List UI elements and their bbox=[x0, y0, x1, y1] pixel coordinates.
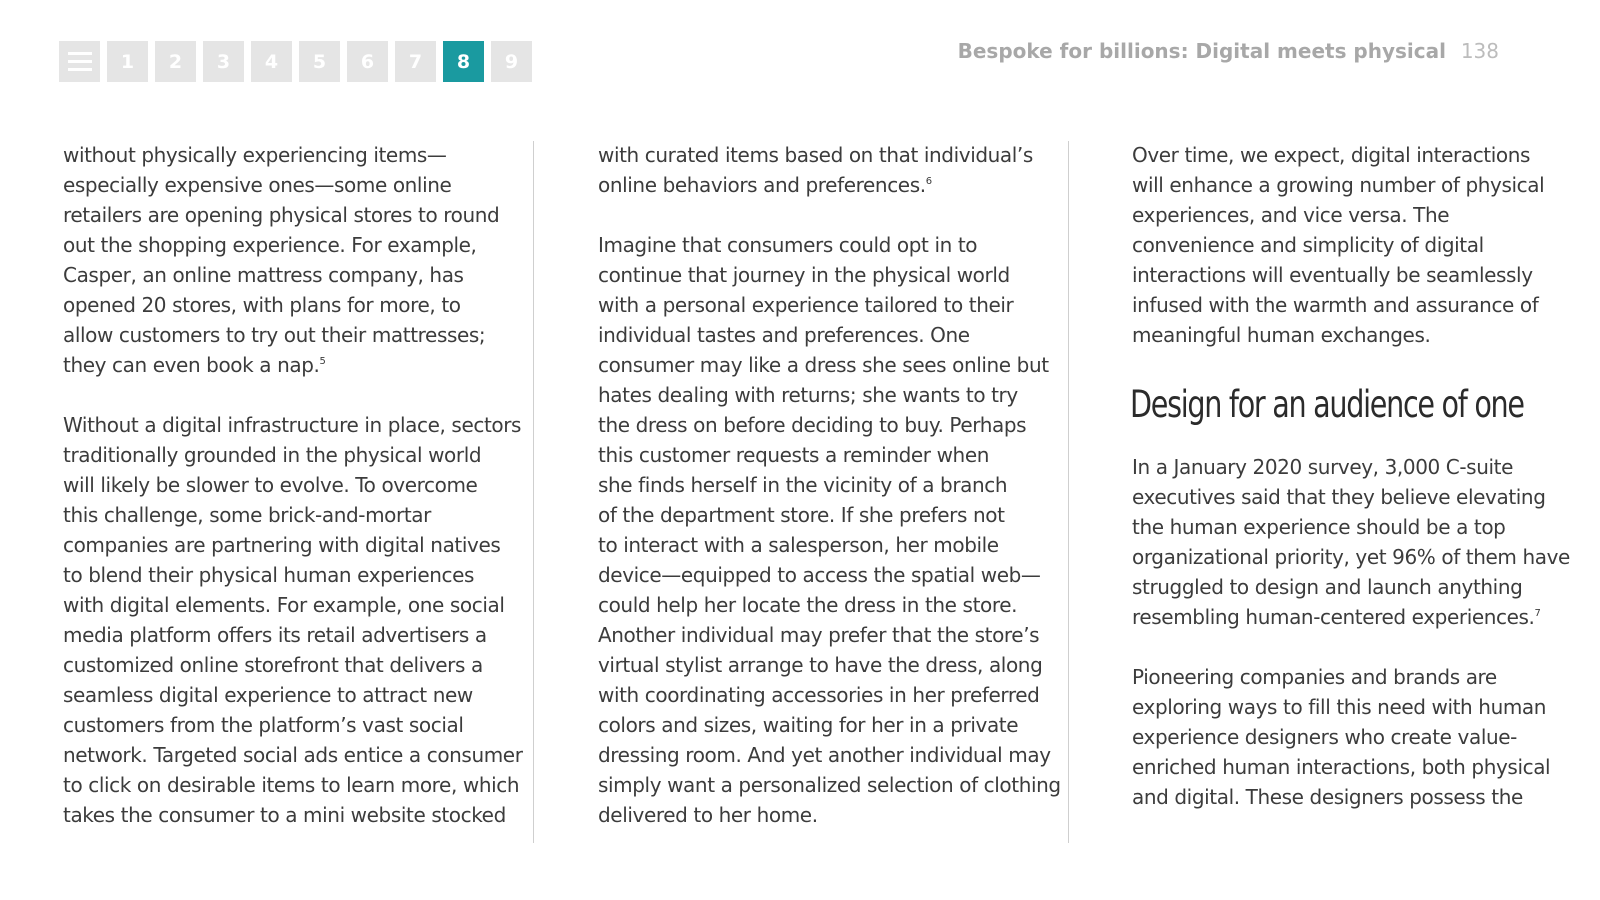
text-line: device—equipped to access the spatial web— bbox=[598, 563, 1041, 587]
text-line: to click on desirable items to learn more, which bbox=[63, 773, 520, 797]
text-line: struggled to design and launch anything bbox=[1132, 575, 1523, 599]
page-navigation bbox=[59, 41, 532, 82]
text-line: resembling human-centered experiences.$^7$ bbox=[1132, 605, 1541, 629]
text-line: colors and sizes, waiting for her in a private bbox=[598, 713, 1019, 737]
page-tab-5[interactable]: 5 bbox=[299, 41, 340, 82]
text-line: traditionally grounded in the physical world bbox=[63, 443, 482, 467]
text-line: retailers are opening physical stores to round bbox=[63, 203, 500, 227]
text-line: hates dealing with returns; she wants to try bbox=[598, 383, 1018, 407]
text-line: infused with the warmth and assurance of bbox=[1132, 293, 1539, 317]
text-line: delivered to her home. bbox=[598, 803, 818, 827]
text-line: exploring ways to fill this need with human bbox=[1132, 695, 1547, 719]
text-line: to blend their physical human experiences bbox=[63, 563, 475, 587]
paragraph bbox=[1132, 452, 1570, 632]
text-column-1 bbox=[63, 140, 523, 860]
page-tab-8[interactable]: 8 bbox=[443, 41, 484, 82]
page-tab-7[interactable]: 7 bbox=[395, 41, 436, 82]
paragraph bbox=[63, 140, 500, 380]
text-line: virtual stylist arrange to have the dress, along bbox=[598, 653, 1043, 677]
text-line: to interact with a salesperson, her mobile bbox=[598, 533, 999, 557]
text-line: Pioneering companies and brands are bbox=[1132, 665, 1497, 689]
text-line: will enhance a growing number of physical bbox=[1132, 173, 1545, 197]
text-line: network. Targeted social ads entice a consumer bbox=[63, 743, 523, 767]
text-line: Imagine that consumers could opt in to bbox=[598, 233, 978, 257]
text-line: this challenge, some brick-and-mortar bbox=[63, 503, 431, 527]
section-heading: Design for an audience of one bbox=[1130, 383, 1524, 426]
text-line: Another individual may prefer that the store’s bbox=[598, 623, 1040, 647]
footnote-marker[interactable]: 6 bbox=[925, 176, 932, 187]
text-line: Without a digital infrastructure in place, sectors bbox=[63, 413, 522, 437]
text-line: of the department store. If she prefers not bbox=[598, 503, 1005, 527]
page-tab-1[interactable]: 1 bbox=[107, 41, 148, 82]
page-tab-4[interactable]: 4 bbox=[251, 41, 292, 82]
page-number: 138 bbox=[1460, 39, 1499, 63]
text-line: and digital. These designers possess the bbox=[1132, 785, 1523, 809]
text-line: dressing room. And yet another individual may bbox=[598, 743, 1051, 767]
text-line: takes the consumer to a mini website stocked bbox=[63, 803, 506, 827]
text-line: will likely be slower to evolve. To overcome bbox=[63, 473, 478, 497]
text-line: convenience and simplicity of digital bbox=[1132, 233, 1484, 257]
text-line: individual tastes and preferences. One bbox=[598, 323, 970, 347]
text-line: without physically experiencing items— bbox=[63, 143, 447, 167]
text-line: simply want a personalized selection of clothing bbox=[598, 773, 1061, 797]
text-line: interactions will eventually be seamlessly bbox=[1132, 263, 1533, 287]
text-line: In a January 2020 survey, 3,000 C-suite bbox=[1132, 455, 1513, 479]
text-line: the human experience should be a top bbox=[1132, 515, 1506, 539]
paragraph bbox=[1132, 140, 1552, 350]
text-line: allow customers to try out their mattresses; bbox=[63, 323, 486, 347]
text-line: this customer requests a reminder when bbox=[598, 443, 990, 467]
text-line: executives said that they believe elevating bbox=[1132, 485, 1546, 509]
text-line: with digital elements. For example, one social bbox=[63, 593, 505, 617]
text-line: experience designers who create value- bbox=[1132, 725, 1517, 749]
text-line: especially expensive ones—some online bbox=[63, 173, 452, 197]
text-line: continue that journey in the physical world bbox=[598, 263, 1010, 287]
text-column-2 bbox=[598, 140, 1061, 860]
paragraph bbox=[63, 410, 523, 830]
paragraph bbox=[598, 140, 1033, 200]
paragraph bbox=[598, 230, 1061, 830]
text-line: with coordinating accessories in her preferred bbox=[598, 683, 1040, 707]
text-line: media platform offers its retail advertisers a bbox=[63, 623, 487, 647]
text-line: organizational priority, yet 96% of them have bbox=[1132, 545, 1570, 569]
text-line: could help her locate the dress in the store. bbox=[598, 593, 1018, 617]
text-line: Casper, an online mattress company, has bbox=[63, 263, 464, 287]
text-line: experiences, and vice versa. The bbox=[1132, 203, 1450, 227]
page-tab-6[interactable]: 6 bbox=[347, 41, 388, 82]
hamburger-menu-icon[interactable] bbox=[59, 41, 100, 82]
text-line: companies are partnering with digital natives bbox=[63, 533, 501, 557]
paragraph bbox=[1132, 662, 1552, 812]
text-line: with curated items based on that individual’s bbox=[598, 143, 1033, 167]
text-line: enriched human interactions, both physical bbox=[1132, 755, 1551, 779]
text-line: meaningful human exchanges. bbox=[1132, 323, 1431, 347]
text-line: seamless digital experience to attract new bbox=[63, 683, 473, 707]
text-line: online behaviors and preferences.$^6$ bbox=[598, 173, 932, 197]
document-title: Bespoke for billions: Digital meets physical bbox=[957, 39, 1446, 63]
text-line: with a personal experience tailored to their bbox=[598, 293, 1014, 317]
text-line: opened 20 stores, with plans for more, to bbox=[63, 293, 461, 317]
page-tab-3[interactable]: 3 bbox=[203, 41, 244, 82]
column-divider bbox=[533, 141, 534, 843]
column-divider bbox=[1068, 141, 1069, 843]
text-line: customized online storefront that delivers a bbox=[63, 653, 483, 677]
footnote-marker[interactable]: 7 bbox=[1534, 608, 1541, 619]
text-line: the dress on before deciding to buy. Perhaps bbox=[598, 413, 1027, 437]
text-line: consumer may like a dress she sees online but bbox=[598, 353, 1049, 377]
text-line: they can even book a nap.$^5$ bbox=[63, 353, 326, 377]
text-line: she finds herself in the vicinity of a branch bbox=[598, 473, 1008, 497]
page-tab-2[interactable]: 2 bbox=[155, 41, 196, 82]
text-line: customers from the platform’s vast social bbox=[63, 713, 464, 737]
text-column-3 bbox=[1130, 140, 1570, 842]
text-line: Over time, we expect, digital interactions bbox=[1132, 143, 1531, 167]
footnote-marker[interactable]: 5 bbox=[319, 356, 326, 367]
page-tab-9[interactable]: 9 bbox=[491, 41, 532, 82]
text-line: out the shopping experience. For example, bbox=[63, 233, 477, 257]
